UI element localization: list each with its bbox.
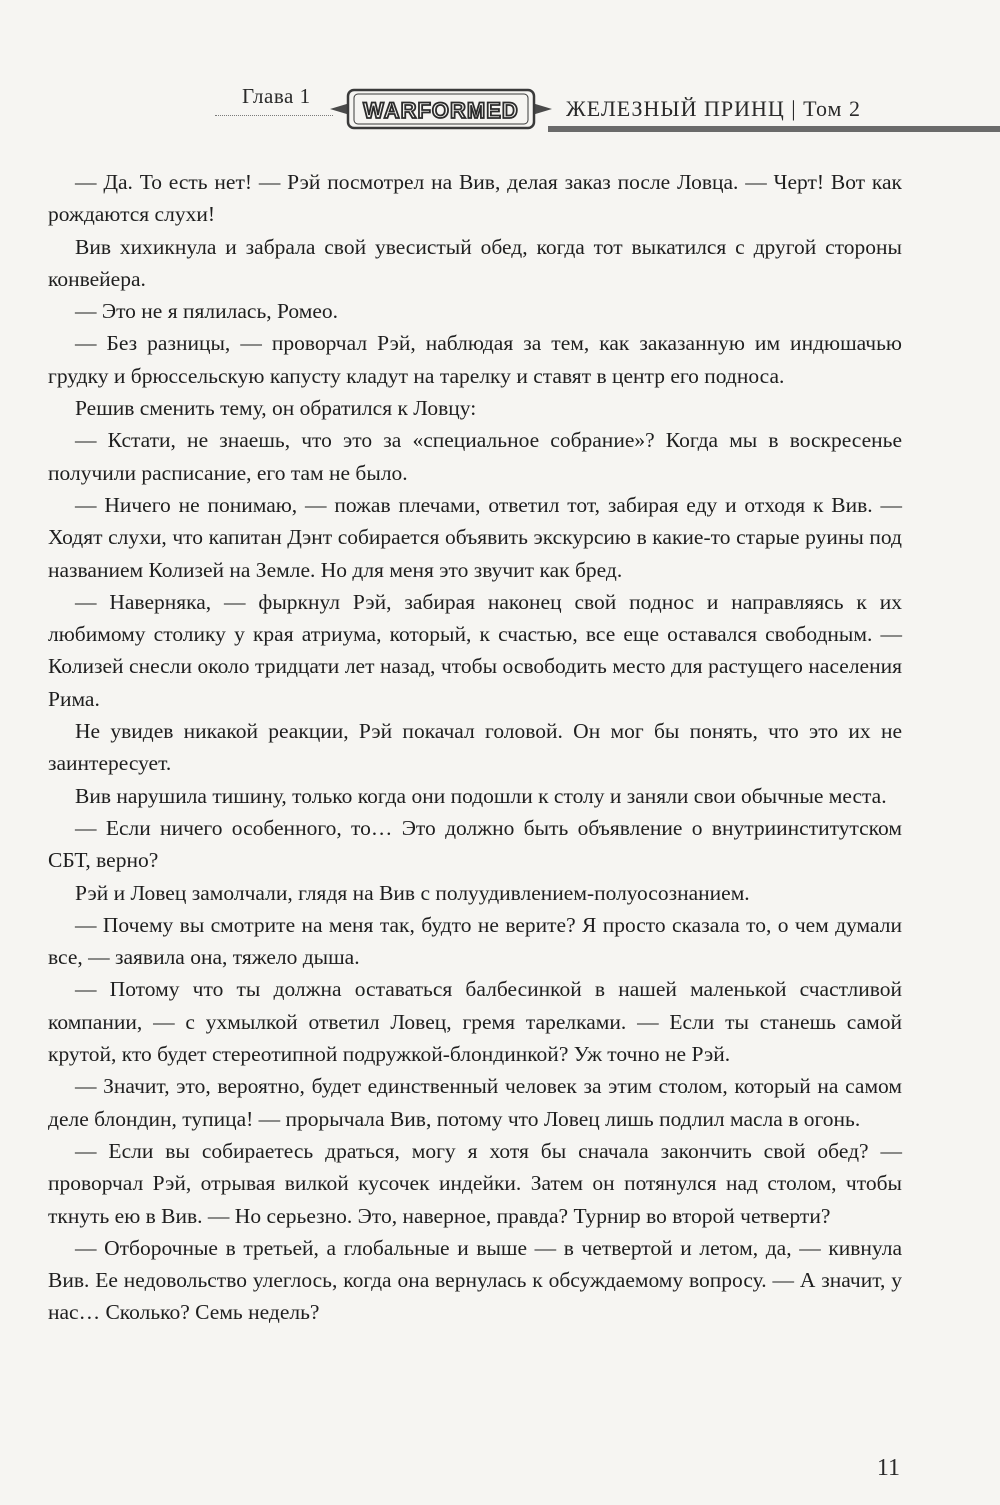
paragraph: — Если вы собираетесь драться, могу я хотя бы сначала закончить свой обед? — проворчал Рэй, отрывая вилкой кусочек индейки. Затем он потянулся над столом, чтобы ткнуть ею в Вив. — Но серьезно. Это, наверное, правда? Турнир во второй четверти? — [48, 1138, 902, 1228]
page-number: 11 — [876, 1455, 900, 1481]
paragraph: Рэй и Ловец замолчали, глядя на Вив с полуудивлением-полуосознанием. — [75, 880, 750, 905]
book-title: ЖЕЛЕЗНЫЙ ПРИНЦ | Том 2 — [566, 96, 861, 121]
svg-text:WARFORMED: WARFORMED — [363, 98, 519, 123]
paragraph: — Кстати, не знаешь, что это за «специальное собрание»? Когда мы в воскресенье получили расписание, его там не было. — [48, 428, 902, 485]
paragraph: Вив нарушила тишину, только когда они подошли к столу и заняли свои обычные места. — [75, 783, 887, 808]
body-text — [48, 166, 902, 1329]
paragraph: — Ничего не понимаю, — пожав плечами, ответил тот, забирая еду и отходя к Вив. — Ходят слухи, что капитан Дэнт собирается объявить экскурсию в какие-то старые руины под названием Колизей на Земле. Но для меня это звучит как бред. — [48, 492, 902, 582]
paragraph: — Это не я пялилась, Ромео. — [75, 299, 339, 324]
paragraph: — Без разницы, — проворчал Рэй, наблюдая за тем, как заказанную им индюшачью грудку и брюссельскую капусту кладут на тарелку и ставят в центр его подноса. — [48, 331, 902, 388]
running-header — [0, 60, 1000, 170]
paragraph: Вив хихикнула и забрала свой увесистый обед, когда тот выкатился с другой стороны конвейера. — [48, 234, 902, 291]
paragraph: — Значит, это, вероятно, будет единственный человек за этим столом, который на самом деле блондин, тупица! — прорычала Вив, потому что Ловец лишь подлил масла в огонь. — [48, 1074, 902, 1131]
paragraph: — Потому что ты должна оставаться балбесинкой в нашей маленькой счастливой компании, — с ухмылкой ответил Ловец, гремя тарелками. — Если ты станешь самой крутой, кто будет стереотипной подружкой-блондинкой? Уж точно не Рэй. — [48, 977, 902, 1067]
paragraph: — Почему вы смотрите на меня так, будто не верите? Я просто сказала то, о чем думали все, — заявила она, тяжело дыша. — [48, 912, 902, 970]
paragraph: — Наверняка, — фыркнул Рэй, забирая наконец свой поднос и направляясь к их любимому столику у края атриума, который, к счастью, все еще оставался свободным. — Колизей снесли около тридцати лет назад, чтобы освободить место для растущего населения Рима. — [48, 589, 902, 711]
paragraph: Решив сменить тему, он обратился к Ловцу: — [75, 396, 477, 421]
paragraph: Не увидев никакой реакции, Рэй покачал головой. Он мог бы понять, что это их не заинтересует. — [48, 719, 902, 776]
chapter-label: Глава 1 — [242, 84, 311, 108]
warformed-logo — [330, 86, 552, 132]
paragraph: — Если ничего особенного, то… Это должно быть объявление о внутриинститутском СБТ, верно? — [48, 815, 902, 873]
header-rule-bar — [548, 126, 1000, 132]
header-dotted-rule — [215, 115, 333, 116]
paragraph: — Отборочные в третьей, а глобальные и выше — в четвертой и летом, да, — кивнула Вив. Ее недовольство улеглось, когда она вернулась к обсуждаемому вопросу. — А значит, у нас… Сколько? Семь недель? — [48, 1235, 902, 1325]
paragraph: — Да. То есть нет! — Рэй посмотрел на Вив, делая заказ после Ловца. — Черт! Вот как рождаются слухи! — [48, 170, 902, 227]
